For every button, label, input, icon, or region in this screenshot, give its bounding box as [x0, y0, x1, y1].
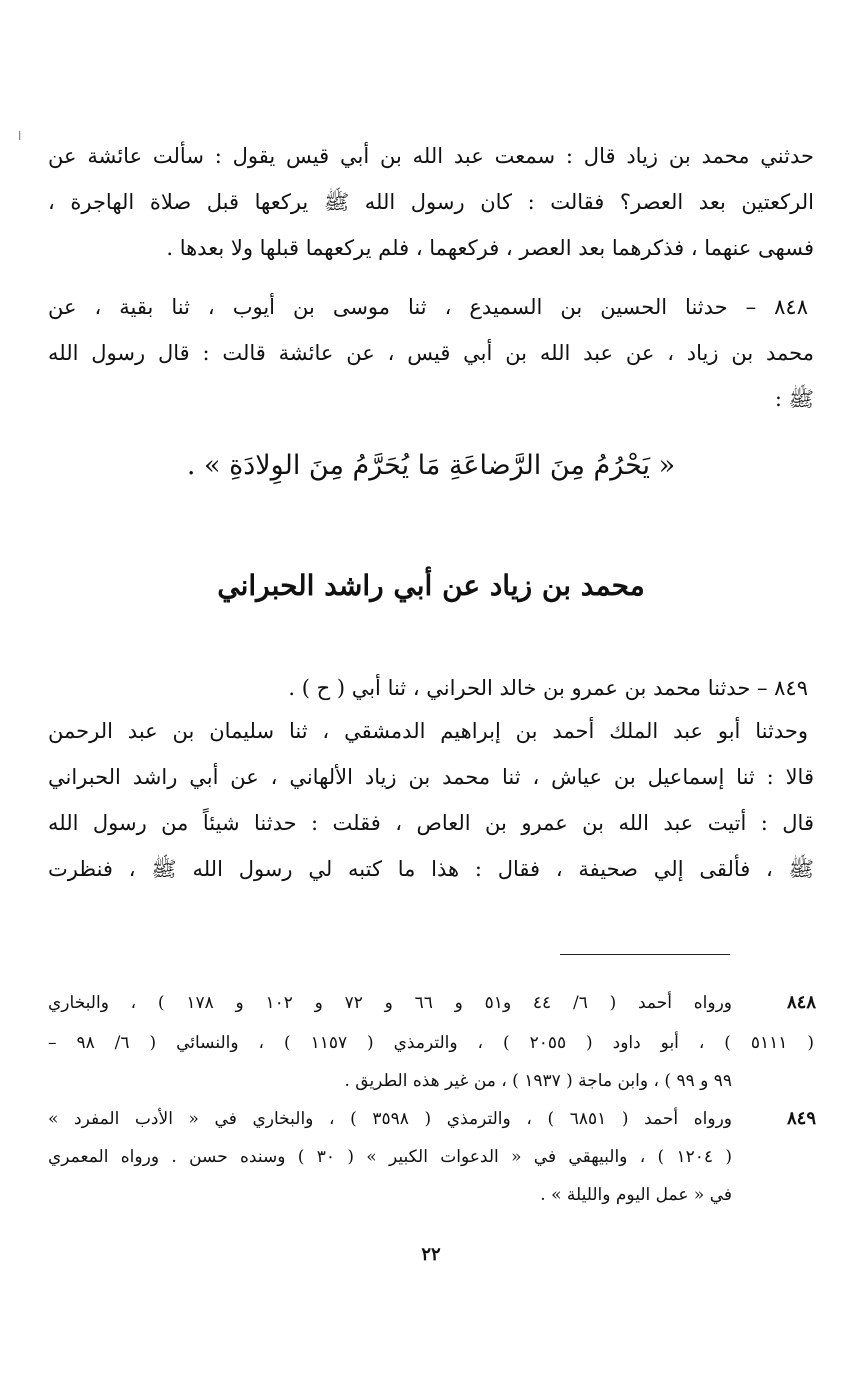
- section-heading: محمد بن زياد عن أبي راشد الحبراني: [217, 569, 645, 602]
- footnote-number-848: ٨٤٨: [786, 992, 816, 1013]
- margin-mark: ا: [18, 129, 22, 143]
- hadith-849-line-2: وحدثنا أبو عبد الملك أحمد بن إبراهيم الدمشقي ، ثنا سليمان بن عبد الرحمن: [48, 719, 808, 743]
- hadith-quote: « يَحْرُمُ مِنَ الرَّضاعَةِ مَا يُحَرَّمُ مِنَ الوِلادَةِ » .: [186, 450, 676, 481]
- text-line-2: الركعتين بعد العصر؟ فقالت : كان رسول الله ﷺ يركعها قبل صلاة الهاجرة ،: [48, 190, 814, 214]
- text-line-1: حدثني محمد بن زياد قال : سمعت عبد الله بن أبي قيس يقول : سألت عائشة عن: [48, 144, 814, 168]
- hadith-848-line-1: ٨٤٨ – حدثنا الحسين بن السميدع ، ثنا موسى بن أيوب ، ثنا بقية ، عن: [48, 295, 808, 319]
- footnote-number-849: ٨٤٩: [786, 1108, 816, 1129]
- footnote-848-line-1: ورواه أحمد ( ٦/ ٤٤ و٥١ و ٦٦ و ٧٢ و ١٠٢ و ١٧٨ ) ، والبخاري: [48, 993, 732, 1013]
- footnote-848-line-2: ( ٥١١١ ) ، أبو داود ( ٢٠٥٥ ) ، والترمذي ( ١١٥٧ ) ، والنسائي ( ٦/ ٩٨ –: [48, 1033, 814, 1053]
- footnote-separator: [560, 954, 730, 955]
- footnote-849-line-3: في « عمل اليوم والليلة » .: [540, 1185, 732, 1205]
- footnote-849-line-1: ورواه أحمد ( ٦٨٥١ ) ، والترمذي ( ٣٥٩٨ ) ، والبخاري في « الأدب المفرد »: [48, 1109, 732, 1129]
- page-number: ٢٢: [421, 1244, 441, 1265]
- hadith-849-line-1: ٨٤٩ – حدثنا محمد بن عمرو بن خالد الحراني ، ثنا أبي ( ح ) .: [288, 676, 808, 700]
- footnote-849-line-2: ( ١٢٠٤ ) ، والبيهقي في « الدعوات الكبير » ( ٣٠ ) وسنده حسن . ورواه المعمري: [48, 1147, 732, 1167]
- footnote-848-line-3: ٩٩ و ٩٩ ) ، وابن ماجة ( ١٩٣٧ ) ، من غير هذه الطريق .: [344, 1071, 732, 1091]
- hadith-848-line-3: ﷺ :: [774, 387, 814, 411]
- text-line-3: فسهى عنهما ، فذكرهما بعد العصر ، فركعهما ، فلم يركعهما قبلها ولا بعدها .: [166, 236, 814, 260]
- hadith-849-line-3: قالا : ثنا إسماعيل بن عياش ، ثنا محمد بن زياد الألهاني ، عن أبي راشد الحبراني: [48, 765, 814, 789]
- hadith-848-line-2: محمد بن زياد ، عن عبد الله بن أبي قيس ، عن عائشة قالت : قال رسول الله: [48, 341, 814, 365]
- hadith-849-line-4: قال : أتيت عبد الله بن عمرو بن العاص ، فقلت : حدثنا شيئاً من رسول الله: [48, 811, 814, 835]
- hadith-849-line-5: ﷺ ، فألقى إلي صحيفة ، فقال : هذا ما كتبه لي رسول الله ﷺ ، فنظرت: [48, 857, 814, 881]
